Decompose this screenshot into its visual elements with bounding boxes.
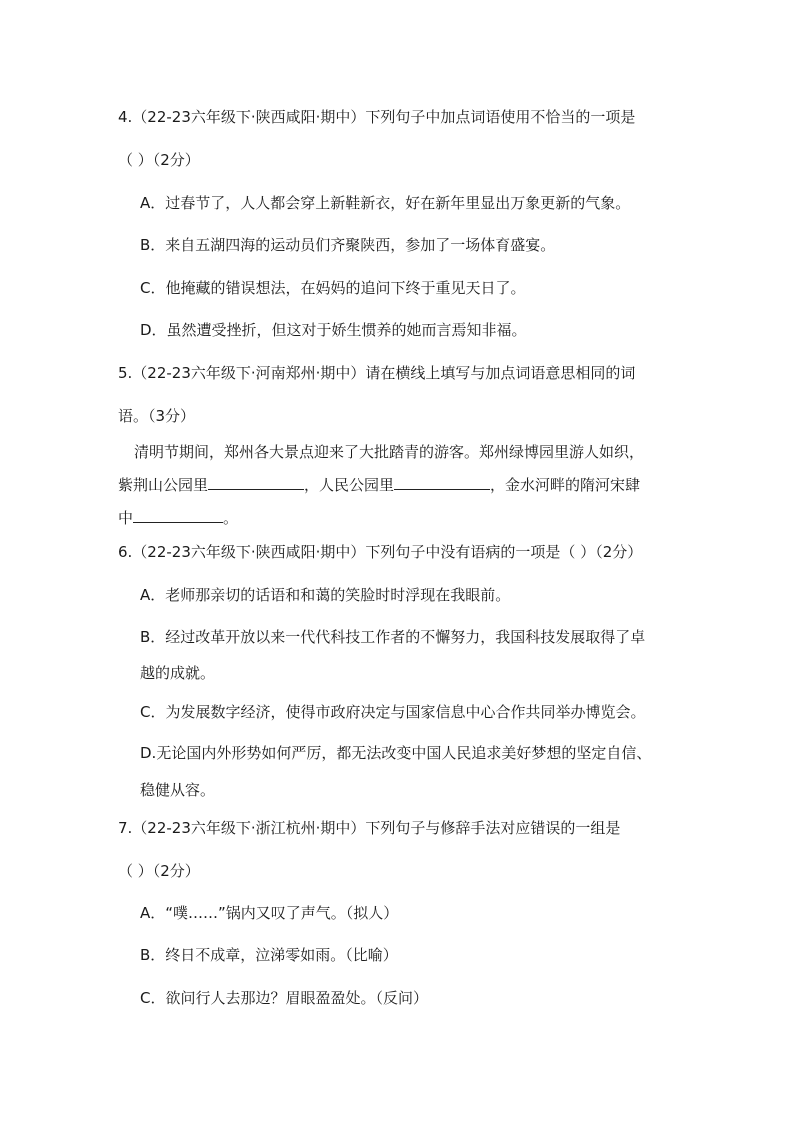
question-6-stem: 6.（22-23六年级下·陕西咸阳·期中）下列句子中没有语病的一项是（ ）（2分） — [118, 543, 643, 561]
question-6-option-b-cont: 越的成就。 — [140, 664, 216, 682]
question-6-option-a: A．老师那亲切的话语和和蔼的笑脸时时浮现在我眼前。 — [140, 586, 511, 604]
question-5-passage-line-2 — [118, 475, 640, 495]
question-7-stem: 7.（22-23六年级下·浙江杭州·期中）下列句子与修辞手法对应错误的一组是 — [118, 819, 621, 837]
question-5-passage-line-1: 清明节期间，郑州各大景点迎来了大批踏青的游客。郑州绿博园里游人如织， — [134, 443, 645, 461]
question-4-score: （ ）（2分） — [118, 151, 200, 169]
answer-blank-3[interactable] — [133, 508, 223, 523]
question-5-passage-line-3 — [118, 508, 238, 528]
passage-text: ，人民公园里 — [304, 476, 395, 494]
question-6-option-c: C．为发展数字经济，使得市政府决定与国家信息中心合作共同举办博览会。 — [140, 703, 646, 721]
question-7-option-a: A．“噗……”锅内又叹了声气。（拟人） — [140, 904, 399, 922]
passage-text: 紫荆山公园里 — [118, 476, 209, 494]
question-5-score: 语。（3分） — [118, 407, 196, 425]
question-6-option-b: B．经过改革开放以来一代代科技工作者的不懈努力，我国科技发展取得了卓 — [140, 628, 646, 646]
question-6-option-d: D.无论国内外形势如何严厉，都无法改变中国人民追求美好梦想的坚定自信、 — [140, 744, 652, 762]
question-4-option-c: C．他掩藏的错误想法，在妈妈的追问下终于重见天日了。 — [140, 279, 526, 297]
question-5-stem: 5.（22-23六年级下·河南郑州·期中）请在横线上填写与加点词语意思相同的词 — [118, 364, 636, 382]
answer-blank-1[interactable] — [208, 475, 304, 490]
question-7-option-c: C．欲问行人去那边？眉眼盈盈处。（反问） — [140, 989, 428, 1007]
passage-text: 中 — [118, 509, 134, 527]
question-7-score: （ ）（2分） — [118, 862, 200, 880]
question-4-stem: 4.（22-23六年级下·陕西咸阳·期中）下列句子中加点词语使用不恰当的一项是 — [118, 108, 636, 126]
question-4-option-b: B．来自五湖四海的运动员们齐聚陕西，参加了一场体育盛宴。 — [140, 236, 556, 254]
passage-text: 。 — [223, 509, 239, 527]
question-4-option-a: A．过春节了，人人都会穿上新鞋新衣，好在新年里显出万象更新的气象。 — [140, 194, 631, 212]
question-7-option-b: B．终日不成章，泣涕零如雨。（比喻） — [140, 946, 398, 964]
passage-text: ，金水河畔的隋河宋肆 — [490, 476, 641, 494]
question-4-option-d: D．虽然遭受挫折，但这对于娇生惯养的她而言焉知非福。 — [140, 321, 527, 339]
answer-blank-2[interactable] — [394, 475, 490, 490]
question-6-option-d-cont: 稳健从容。 — [140, 781, 216, 799]
